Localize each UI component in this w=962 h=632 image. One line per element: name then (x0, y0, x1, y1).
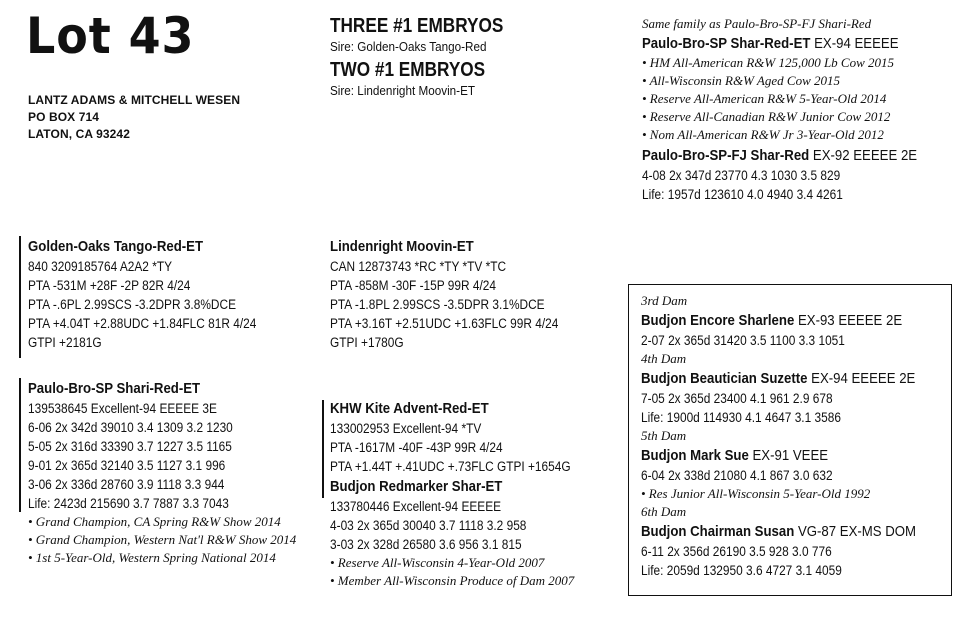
dam-record: 9-01 2x 365d 32140 3.5 1127 3.1 996 (28, 458, 226, 473)
second-dam-honor: • Member All-Wisconsin Produce of Dam 2007 (330, 573, 575, 588)
dam-record: 6-06 2x 342d 39010 3.4 1309 3.2 1230 (28, 420, 233, 435)
second-dam-record: 3-03 2x 328d 26580 3.6 956 3.1 815 (330, 537, 522, 552)
fifth-dam-name: Budjon Mark Sue (641, 447, 749, 464)
family-cow1-name: Paulo-Bro-SP Shar-Red-ET (642, 35, 811, 52)
sixth-dam-label: 6th Dam (641, 504, 687, 519)
fourth-dam-record: 7-05 2x 365d 23400 4.1 961 2.9 678 (641, 391, 833, 406)
third-dam-class: EX-93 EEEEE 2E (794, 312, 903, 329)
ancestry-content (641, 292, 954, 580)
dam-honor: • 1st 5-Year-Old, Western Spring National 2014 (28, 550, 276, 565)
third-dam-record: 2-07 2x 365d 31420 3.5 1100 3.3 1051 (641, 333, 845, 348)
dam-record: 5-05 2x 316d 33390 3.7 1227 3.5 1165 (28, 439, 232, 454)
dam-sire-line: PTA +1.44T +.41UDC +.73FLC GTPI +1654G (330, 459, 571, 474)
dam-sire-line: PTA -1617M -40F -43P 99R 4/24 (330, 440, 503, 455)
sire1-line: PTA -.6PL 2.99SCS -3.2DPR 3.8%DCE (28, 297, 236, 312)
family-cow2-class: EX-92 EEEEE 2E (809, 147, 918, 164)
offering-line1: THREE #1 EMBRYOS (330, 15, 504, 37)
sire1-line: PTA +4.04T +2.88UDC +1.84FLC 81R 4/24 (28, 316, 257, 331)
dam-sire-block (330, 398, 603, 590)
consignor-block (28, 92, 240, 143)
second-dam-name: Budjon Redmarker Shar-ET (330, 478, 503, 495)
offering-line1-sire: Sire: Golden-Oaks Tango-Red (330, 39, 487, 54)
lot-title: Lot 43 (26, 7, 195, 65)
sixth-dam-record: Life: 2059d 132950 3.6 4727 3.1 4059 (641, 563, 842, 578)
offering-line2: TWO #1 EMBRYOS (330, 59, 486, 81)
family-block (642, 15, 955, 204)
sire2-line: PTA +3.16T +2.51UDC +1.63FLC 99R 4/24 (330, 316, 559, 331)
second-dam-line: 133780446 Excellent-94 EEEEE (330, 499, 502, 514)
sixth-dam-record: 6-11 2x 356d 26190 3.5 928 3.0 776 (641, 544, 832, 559)
sire1-line: 840 3209185764 A2A2 *TY (28, 259, 173, 274)
sire2-line: PTA -1.8PL 2.99SCS -3.5DPR 3.1%DCE (330, 297, 545, 312)
consignor-address: PO BOX 714 (28, 110, 100, 124)
dam-line: 139538645 Excellent-94 EEEEE 3E (28, 401, 217, 416)
fourth-dam-record: Life: 1900d 114930 4.1 4647 3.1 3586 (641, 410, 841, 425)
family-cow1-honor: • Reserve All-Canadian R&W Junior Cow 2012 (642, 109, 891, 124)
sire2-line: CAN 12873743 *RC *TY *TV *TC (330, 259, 507, 274)
dam-divider (19, 378, 21, 512)
dam-sire-line: 133002953 Excellent-94 *TV (330, 421, 482, 436)
fifth-dam-label: 5th Dam (641, 428, 687, 443)
dam-sire-name: KHW Kite Advent-Red-ET (330, 400, 489, 417)
family-cow1-honor: • Nom All-American R&W Jr 3-Year-Old 2012 (642, 127, 884, 142)
fifth-dam-honor: • Res Junior All-Wisconsin 5-Year-Old 1992 (641, 486, 871, 501)
dam-name: Paulo-Bro-SP Shari-Red-ET (28, 380, 201, 397)
fifth-dam-record: 6-04 2x 338d 21080 4.1 867 3.0 632 (641, 468, 833, 483)
sire2-line: GTPI +1780G (330, 335, 404, 350)
dam-honor: • Grand Champion, CA Spring R&W Show 2014 (28, 514, 281, 529)
offering-block (330, 14, 532, 102)
sire2-block (330, 236, 590, 352)
dam-record: 3-06 2x 336d 28760 3.9 1118 3.3 944 (28, 477, 225, 492)
dam-record: Life: 2423d 215690 3.7 7887 3.3 7043 (28, 496, 229, 511)
sire1-line: GTPI +2181G (28, 335, 102, 350)
second-dam-record: 4-03 2x 365d 30040 3.7 1118 3.2 958 (330, 518, 527, 533)
family-cow1-class: EX-94 EEEEE (810, 35, 899, 52)
third-dam-name: Budjon Encore Sharlene (641, 312, 795, 329)
consignor-city: LATON, CA 93242 (28, 127, 130, 141)
fourth-dam-name: Budjon Beautician Suzette (641, 370, 808, 387)
offering-line2-sire: Sire: Lindenright Moovin-ET (330, 83, 476, 98)
fourth-dam-class: EX-94 EEEEE 2E (807, 370, 916, 387)
consignor-name: LANTZ ADAMS & MITCHELL WESEN (28, 93, 241, 107)
family-caption: Same family as Paulo-Bro-SP-FJ Shari-Red (642, 16, 872, 31)
family-cow2-record: 4-08 2x 347d 23770 4.3 1030 3.5 829 (642, 168, 841, 183)
family-cow1-honor: • Reserve All-American R&W 5-Year-Old 2014 (642, 91, 887, 106)
family-cow2-name: Paulo-Bro-SP-FJ Shar-Red (642, 147, 810, 164)
dam-honor: • Grand Champion, Western Nat'l R&W Show 2014 (28, 532, 297, 547)
sire1-block (28, 236, 288, 352)
second-dam-honor: • Reserve All-Wisconsin 4-Year-Old 2007 (330, 555, 545, 570)
sire1-name: Golden-Oaks Tango-Red-ET (28, 238, 204, 255)
dam-block (28, 378, 296, 567)
sixth-dam-name: Budjon Chairman Susan (641, 523, 795, 540)
family-cow1-honor: • All-Wisconsin R&W Aged Cow 2015 (642, 73, 840, 88)
sire2-line: PTA -858M -30F -15P 99R 4/24 (330, 278, 496, 293)
third-dam-label: 3rd Dam (641, 293, 688, 308)
fifth-dam-class: EX-91 VEEE (748, 447, 829, 464)
sire1-line: PTA -531M +28F -2P 82R 4/24 (28, 278, 191, 293)
dam-sire-divider (322, 400, 324, 498)
sire-divider (19, 236, 21, 358)
sixth-dam-class: VG-87 EX-MS DOM (794, 523, 917, 540)
sire2-name: Lindenright Moovin-ET (330, 238, 474, 255)
fourth-dam-label: 4th Dam (641, 351, 687, 366)
family-cow2-record: Life: 1957d 123610 4.0 4940 3.4 4261 (642, 187, 843, 202)
family-cow1-honor: • HM All-American R&W 125,000 Lb Cow 2015 (642, 55, 895, 70)
